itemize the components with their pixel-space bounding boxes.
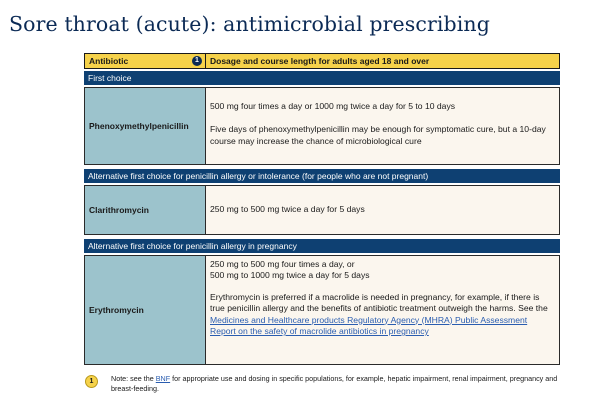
dosage-detail: Five days of phenoxymethylpenicillin may be enough for symptomatic cure, but a 10-day course may increase the chance of microbiological cure xyxy=(210,124,546,146)
header-antibiotic-label: Antibiotic xyxy=(89,56,129,66)
mhra-report-link[interactable]: Medicines and Healthcare products Regulatory Agency (MHRA) Public Assessment Report on the safety of macrolide antibiotics in pregnancy xyxy=(210,314,528,337)
dosage-detail-text: Erythromycin is preferred if a macrolide is needed in pregnancy, for example, if there is true penicillin allergy and the benefits of antibiotic treatment outweigh the harms. See the xyxy=(210,291,548,314)
dosage-text: 500 mg four times a day or 1000 mg twice a day for 5 to 10 days xyxy=(210,101,456,111)
footnote-text xyxy=(111,374,565,393)
dosage-cell xyxy=(206,255,560,365)
header-dosage: Dosage and course length for adults aged 18 and over xyxy=(206,53,560,69)
dosage-cell xyxy=(206,87,560,165)
header-antibiotic xyxy=(84,53,206,69)
drug-name: Erythromycin xyxy=(84,255,206,365)
dosage-text: 250 mg to 500 mg twice a day for 5 days xyxy=(210,204,365,215)
drug-name: Clarithromycin xyxy=(84,185,206,235)
table-header-row xyxy=(84,53,560,69)
footnote-prefix: Note: see the xyxy=(111,374,156,383)
table-row xyxy=(84,255,560,365)
section-heading-allergy-pregnancy: Alternative first choice for penicillin allergy in pregnancy xyxy=(84,239,560,253)
dosage-cell xyxy=(206,185,560,235)
prescribing-table xyxy=(84,53,560,365)
bnf-link[interactable]: BNF xyxy=(155,374,171,383)
footnote-suffix: for appropriate use and dosing in specific populations, for example, hepatic impairment, renal impairment, pregnancy and breast-feeding. xyxy=(111,374,558,393)
drug-name: Phenoxymethylpenicillin xyxy=(84,87,206,165)
dosage-text-line1: 250 mg to 500 mg four times a day, or xyxy=(210,259,355,269)
page-title: Sore throat (acute): antimicrobial prescribing xyxy=(9,12,490,36)
section-heading-first-choice: First choice xyxy=(84,71,560,85)
section-heading-allergy-not-pregnant: Alternative first choice for penicillin allergy or intolerance (for people who are not pregnant) xyxy=(84,169,560,183)
dosage-text-line2: 500 mg to 1000 mg twice a day for 5 days xyxy=(210,270,370,281)
footnote-number-icon: 1 xyxy=(85,375,98,388)
dosage-detail xyxy=(210,292,555,338)
footnote-marker-icon[interactable]: 1 xyxy=(192,56,202,66)
table-row xyxy=(84,185,560,235)
table-row xyxy=(84,87,560,165)
footnote xyxy=(85,374,565,393)
